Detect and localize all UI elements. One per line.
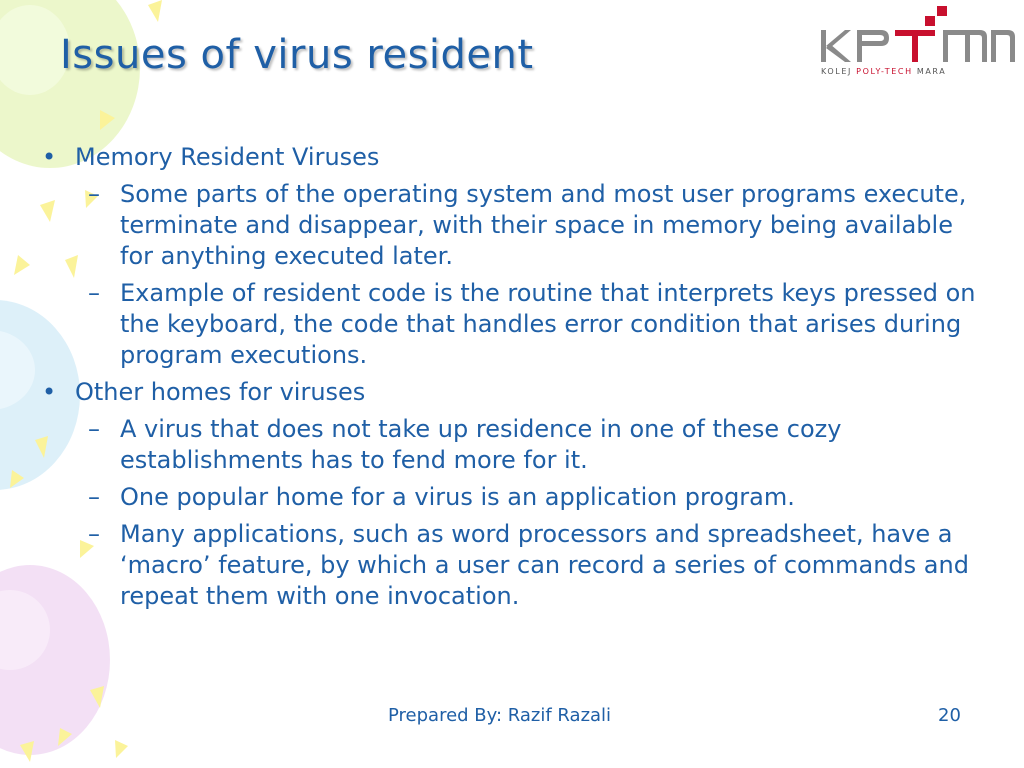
bullet-icon: • <box>42 143 57 171</box>
sub-bullet-item <box>36 482 976 513</box>
slide-title: Issues of virus resident <box>60 32 534 78</box>
logo-tagline-polytech: POLY-TECH <box>856 67 913 76</box>
bullet-text: Memory Resident Viruses <box>75 143 380 171</box>
sub-bullet-text: Example of resident code is the routine that interprets keys pressed on the keyboard, the code that handles error condition that arises during program executions. <box>120 279 976 369</box>
sub-bullet-text: One popular home for a virus is an application program. <box>120 483 795 511</box>
dash-icon: – <box>88 180 100 208</box>
dash-icon: – <box>88 415 100 443</box>
sub-bullet-item <box>36 179 976 272</box>
logo-tagline-mara: MARA <box>916 67 947 76</box>
dash-icon: – <box>88 279 100 307</box>
bullet-item <box>36 377 976 408</box>
sub-bullet-item <box>36 519 976 612</box>
sub-bullet-text: Some parts of the operating system and most user programs execute, terminate and disappear, with their space in memory being available for anything executed later. <box>120 180 967 270</box>
logo-tagline-kolej: KOLEJ <box>821 67 852 76</box>
dash-icon: – <box>88 483 100 511</box>
sub-bullet-item <box>36 414 976 476</box>
sub-bullet-item <box>36 278 976 371</box>
slide-body <box>36 140 976 618</box>
svg-text:KOLEJ POLY-TECH MARA <box>821 67 946 76</box>
footer-prepared-by: Prepared By: Razif Razali <box>388 705 612 726</box>
bullet-item <box>36 142 976 173</box>
sub-bullet-text: A virus that does not take up residence in one of these cozy establishments has to fend more for it. <box>120 415 842 474</box>
kptm-logo <box>815 2 1020 77</box>
bullet-text: Other homes for viruses <box>75 378 366 406</box>
dash-icon: – <box>88 520 100 548</box>
bullet-icon: • <box>42 378 57 406</box>
page-number: 20 <box>938 705 961 726</box>
sub-bullet-text: Many applications, such as word processors and spreadsheet, have a ‘macro’ feature, by which a user can record a series of commands and repeat them with one invocation. <box>120 520 969 610</box>
